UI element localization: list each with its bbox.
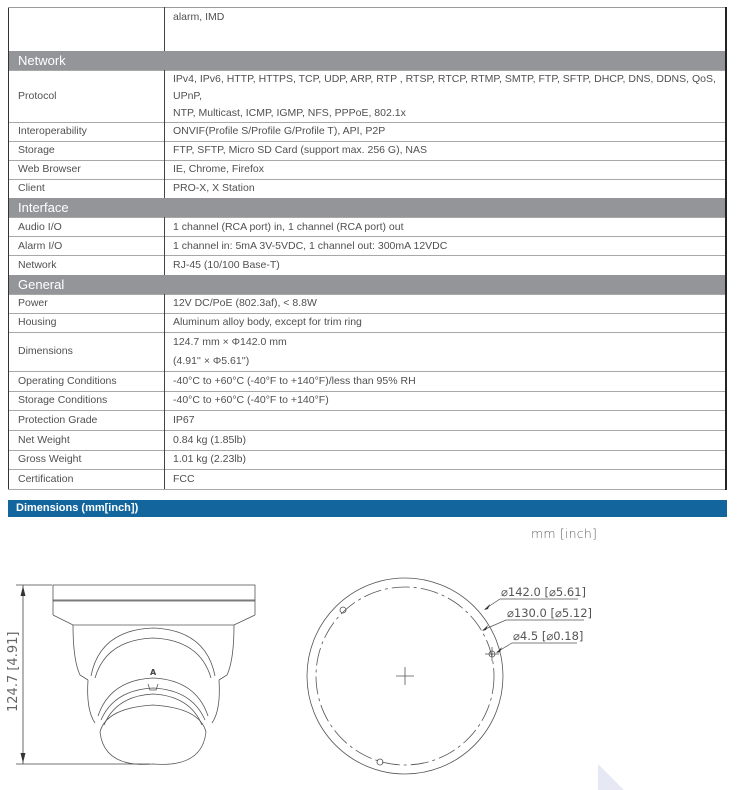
row-label: Net Weight [9,430,165,450]
table-row [9,430,727,450]
row-value [165,70,727,122]
table-row [9,410,727,430]
height-dimension [16,585,150,764]
row-label: Network [9,256,165,275]
value-line: 124.7 mm × Φ142.0 mm [173,335,287,348]
corner-decoration [598,764,624,790]
table-row [9,391,727,410]
row-value: alarm, IMD [165,8,727,51]
table-row [9,8,727,51]
row-value: FTP, SFTP, Micro SD Card (support max. 256 G), NAS [165,141,727,160]
callout-mount-diameter: ⌀130.0 [⌀5.12] [507,606,593,620]
height-label: 124.7 [4.91] [6,631,21,712]
table-row [9,332,727,371]
row-value: 0.84 kg (1.85lb) [165,430,727,450]
value-line: NTP, Multicast, ICMP, IGMP, NFS, PPPoE, 802.1x [173,106,406,119]
table-row [9,160,727,179]
row-label: Storage [9,141,165,160]
section-title: Interface [9,198,727,218]
table-row [9,313,727,332]
row-value: ONVIF(Profile S/Profile G/Profile T), API, P2P [165,122,727,141]
row-label: Protocol [9,70,165,122]
row-label: Dimensions [9,332,165,371]
row-label: Operating Conditions [9,371,165,391]
table-row [9,237,727,256]
row-value: 1 channel (RCA port) in, 1 channel (RCA port) out [165,218,727,237]
row-value: -40°C to +60°C (-40°F to +140°F) [165,391,727,410]
spec-table [8,7,727,490]
dimensions-header: Dimensions (mm[inch]) [8,500,727,517]
callout-outer-diameter: ⌀142.0 [⌀5.61] [501,585,587,599]
table-row [9,122,727,141]
camera-top-view [307,578,503,774]
row-label: Protection Grade [9,410,165,430]
row-label: Storage Conditions [9,391,165,410]
callout-hole-diameter: ⌀4.5 [⌀0.18] [513,629,584,643]
row-value: 1.01 kg (2.23lb) [165,450,727,469]
marker-a: A [150,668,157,677]
row-value: -40°C to +60°C (-40°F to +140°F)/less than 95% RH [165,371,727,391]
row-value: RJ-45 (10/100 Base-T) [165,256,727,275]
row-value: PRO-X, X Station [165,179,727,198]
row-label: Certification [9,469,165,489]
section-header-interface [9,198,727,218]
row-label: Alarm I/O [9,237,165,256]
table-row [9,371,727,391]
section-header-network [9,51,727,71]
section-title: Network [9,51,727,71]
value-line: (4.91'' × Φ5.61'') [173,354,250,367]
table-row [9,218,727,237]
table-row [9,70,727,122]
row-value: 1 channel in: 5mA 3V-5VDC, 1 channel out: 300mA 12VDC [165,237,727,256]
row-label: Web Browser [9,160,165,179]
row-value: FCC [165,469,727,489]
row-value [165,332,727,371]
section-header-general [9,275,727,295]
row-value: IE, Chrome, Firefox [165,160,727,179]
row-value: IP67 [165,410,727,430]
row-label: Client [9,179,165,198]
row-label: Interoperability [9,122,165,141]
table-row [9,179,727,198]
dimension-drawing [0,520,739,790]
row-label: Housing [9,313,165,332]
row-label [9,8,165,51]
section-title: General [9,275,727,295]
row-value: Aluminum alloy body, except for trim ring [165,313,727,332]
row-value: 12V DC/PoE (802.3af), < 8.8W [165,294,727,313]
table-row [9,450,727,469]
row-label: Power [9,294,165,313]
table-row [9,294,727,313]
table-row [9,256,727,275]
row-label: Audio I/O [9,218,165,237]
table-row [9,141,727,160]
unit-note: mm [inch] [531,526,598,541]
table-row [9,469,727,489]
value-line: IPv4, IPv6, HTTP, HTTPS, TCP, UDP, ARP, RTP , RTSP, RTCP, RTMP, SMTP, FTP, SFTP, DHCP, DNS, DDNS, QoS, UPnP, [173,72,716,102]
row-label: Gross Weight [9,450,165,469]
